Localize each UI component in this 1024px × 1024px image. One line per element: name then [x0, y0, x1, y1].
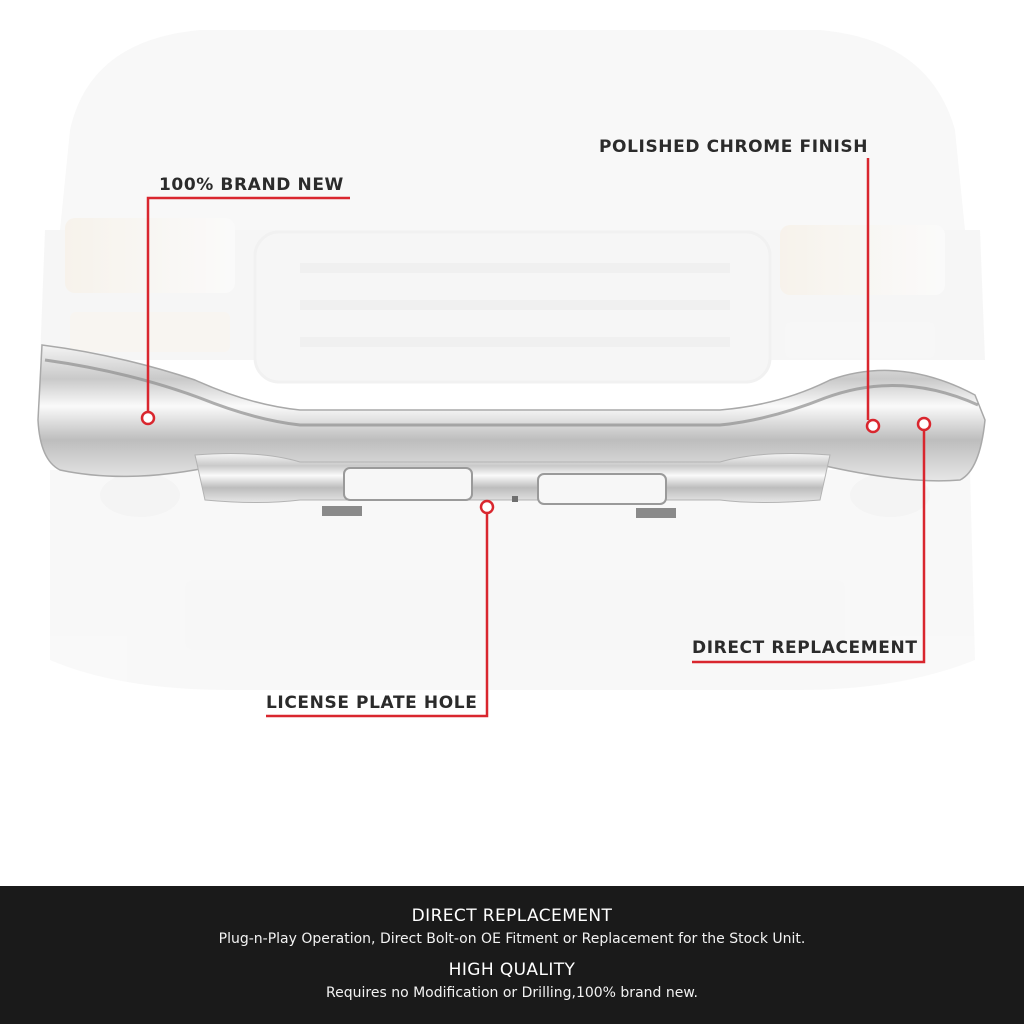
callout-dot-plate — [481, 501, 493, 513]
callout-license-plate-hole: LICENSE PLATE HOLE — [266, 693, 478, 713]
footer-heading-high-quality: HIGH QUALITY — [448, 960, 576, 980]
footer-heading-direct-replacement: DIRECT REPLACEMENT — [411, 906, 613, 926]
callout-dot-chrome — [867, 420, 879, 432]
feature-footer — [0, 886, 1024, 1024]
callout-dot-direct — [918, 418, 930, 430]
callout-dot-brand — [142, 412, 154, 424]
callout-direct-replacement: DIRECT REPLACEMENT — [692, 638, 918, 658]
callout-chrome-finish: POLISHED CHROME FINISH — [599, 137, 869, 157]
footer-text-high-quality: Requires no Modification or Drilling,100% brand new. — [326, 985, 698, 1001]
callout-brand-new: 100% BRAND NEW — [159, 175, 344, 195]
truck-silhouette — [40, 30, 985, 690]
footer-text-direct-replacement: Plug-n-Play Operation, Direct Bolt-on OE Fitment or Replacement for the Stock Unit. — [218, 931, 806, 947]
